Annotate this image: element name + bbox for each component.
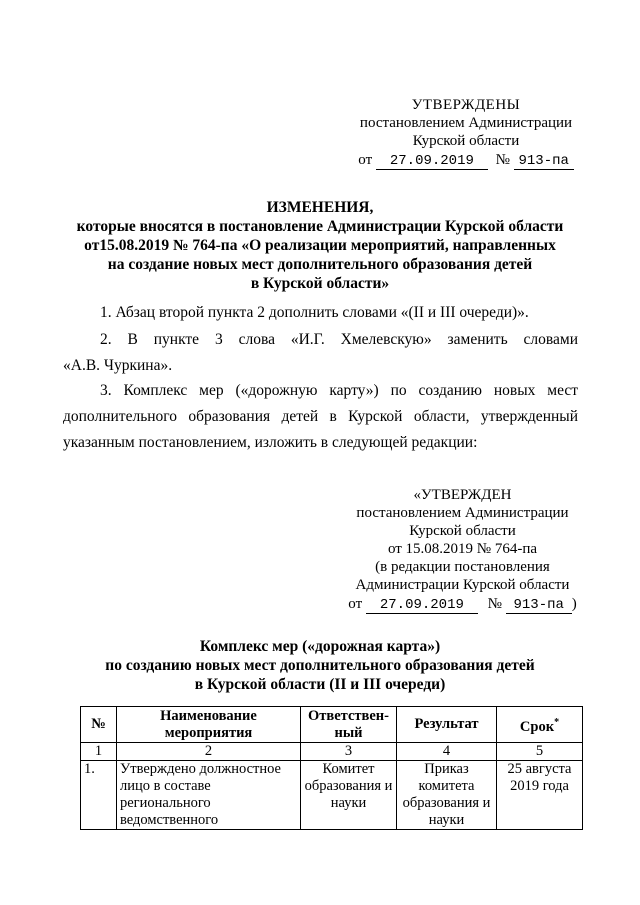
approval-inner-number: 913-па (506, 598, 572, 614)
table-header-row (81, 707, 583, 743)
approval-inner-date: 27.09.2019 (366, 598, 478, 614)
approval-inner (330, 486, 595, 614)
row-result: Приказ комитета образования и науки (397, 761, 497, 830)
changes-heading: ИЗМЕНЕНИЯ, (266, 199, 374, 216)
changes-title (60, 198, 580, 293)
row-activity: Утверждено должностное лицо в составе регионального ведомственного (117, 761, 301, 830)
paragraph-2-line-2: «А.В. Чуркина». (63, 357, 173, 374)
plan-table (80, 706, 583, 830)
approval-inner-line-2: Курской области (409, 523, 516, 539)
row-deadline: 25 августа 2019 года (497, 761, 583, 830)
changes-line-3: на создание новых мест дополнительного образования детей (107, 256, 533, 273)
approval-line-2: Курской области (412, 133, 520, 149)
approval-inner-line-3: от 15.08.2019 № 764-па (387, 541, 538, 557)
numbering-cell: 2 (117, 743, 301, 761)
approval-from-prefix: от (358, 152, 373, 168)
numbering-cell: 3 (301, 743, 397, 761)
approval-inner-line-4: (в редакции постановления (375, 559, 550, 575)
header-number: № (81, 707, 117, 743)
approval-date-line (330, 151, 602, 170)
header-deadline-label: Срок (519, 718, 555, 735)
approval-inner-closing: ) (571, 596, 577, 612)
numbering-cell: 5 (497, 743, 583, 761)
approval-inner-title: «УТВЕРЖДЕН (413, 487, 512, 503)
row-responsible: Комитет образования и науки (301, 761, 397, 830)
plan-title-line-2: по созданию новых мест дополнительного образования детей (105, 657, 535, 674)
numbering-cell: 1 (81, 743, 117, 761)
header-result: Результат (397, 707, 497, 743)
approval-title: УТВЕРЖДЕНЫ (411, 97, 521, 113)
approval-inner-number-prefix: № (487, 596, 502, 612)
approval-number-prefix: № (495, 152, 510, 168)
table-row (81, 761, 583, 830)
approval-inner-line-1: постановлением Администрации (356, 505, 569, 521)
header-deadline (497, 707, 583, 743)
paragraph-3-line-1: 3. Комплекс мер («дорожную карту») по созданию новых мест (100, 382, 578, 399)
plan-title-line-3: в Курской области (II и III очереди) (194, 676, 446, 693)
changes-line-4: в Курской области» (250, 275, 390, 292)
approval-number: 913-па (514, 154, 574, 170)
approval-inner-date-line (330, 595, 595, 614)
header-responsible: Ответствен-ный (301, 707, 397, 743)
row-number: 1. (81, 761, 117, 830)
changes-line-2: от15.08.2019 № 764-па «О реализации мероприятий, направленных (84, 237, 556, 254)
plan-title-line-1: Комплекс мер («дорожная карта») (199, 638, 441, 655)
header-deadline-mark: * (554, 716, 560, 728)
approval-inner-line-5: Администрации Курской области (355, 577, 570, 593)
approval-line-1: постановлением Администрации (359, 115, 573, 131)
approval-date: 27.09.2019 (376, 154, 488, 170)
header-activity: Наименование мероприятия (117, 707, 301, 743)
approval-header (330, 96, 602, 170)
changes-line-1: которые вносятся в постановление Администрации Курской области (76, 218, 564, 235)
paragraph-1: 1. Абзац второй пункта 2 дополнить словами «(II и III очереди)». (100, 304, 529, 321)
paragraph-3-line-2: дополнительного образования детей в Курской области, утвержденный (63, 408, 578, 425)
numbering-cell: 4 (397, 743, 497, 761)
table-numbering-row (81, 743, 583, 761)
paragraph-3-line-3: указанным постановлением, изложить в следующей редакции: (63, 434, 478, 451)
plan-title (60, 637, 580, 694)
paragraph-2-line-1: 2. В пункте 3 слова «И.Г. Хмелевскую» заменить словами (100, 331, 578, 348)
approval-inner-from-prefix: от (348, 596, 363, 612)
